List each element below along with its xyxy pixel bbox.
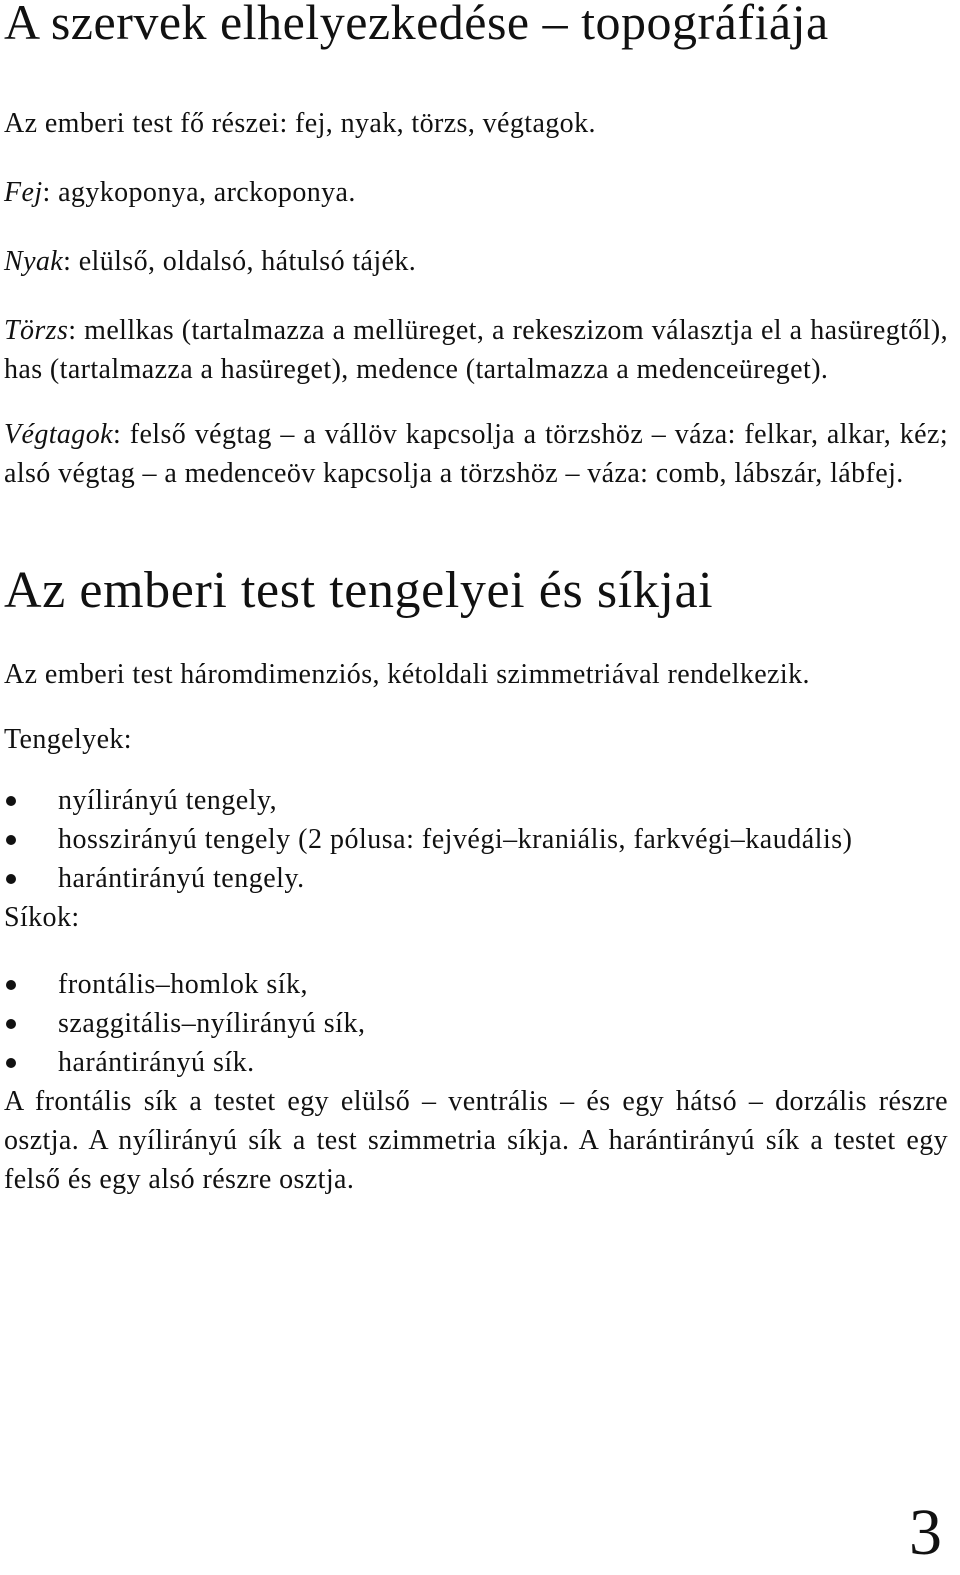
paragraph-nyak [4,242,948,281]
paragraph-sikok-leiras: A frontális sík a testet egy elülső – ventrális – és egy hátsó – dorzális részre osztja. A nyílirányú sík a test szimmetria síkja. A harántirányú sík a testet egy felső és egy alsó részre osztja. [4,1086,948,1195]
text-fej: : agykoponya, arckoponya. [42,177,356,208]
list-item [4,781,948,820]
section-title-topografia: A szervek elhelyezkedése – topográfiája [4,0,829,50]
term-nyak: Nyak [4,246,64,277]
list-sikok [4,965,948,1082]
label-sikok: Síkok: [4,902,80,933]
list-item-text: szaggitális–nyílirányú sík, [58,1008,366,1039]
term-fej: Fej [4,177,43,208]
page-number: 3 [909,1496,942,1569]
list-item [4,820,948,859]
document-page [4,0,948,1199]
list-item-text: frontális–homlok sík, [58,969,309,1000]
bullet-icon [6,835,16,845]
label-tengelyek: Tengelyek: [4,724,132,755]
text-vegtagok: : felső végtag – a vállöv kapcsolja a törzshöz – váza: felkar, alkar, kéz; alsó végtag – a medenceöv kapcsolja a törzshöz – váza: comb, lábszár, lábfej. [4,419,948,489]
bullet-icon [6,874,16,884]
bullet-icon [6,1058,16,1068]
bullet-icon [6,980,16,990]
paragraph-szimmetria: Az emberi test háromdimenziós, kétoldali szimmetriával rendelkezik. [4,659,810,690]
bullet-icon [6,796,16,806]
paragraph-fej [4,173,948,212]
list-item [4,1043,948,1082]
text-nyak: : elülső, oldalsó, hátulsó tájék. [63,246,417,277]
term-torzs: Törzs [4,315,69,346]
section-title-tengelyek-sikok: Az emberi test tengelyei és síkjai [4,562,714,619]
list-item-text: nyílirányú tengely, [58,785,278,816]
bullet-icon [6,1019,16,1029]
paragraph-torzs [4,311,948,389]
term-vegtagok: Végtagok [4,419,113,450]
paragraph-fo-reszek: Az emberi test fő részei: fej, nyak, törzs, végtagok. [4,108,596,139]
list-item-text: harántirányú tengely. [58,863,305,894]
list-item [4,859,948,898]
list-tengelyek [4,781,948,898]
list-item [4,1004,948,1043]
list-item-text: hosszirányú tengely (2 pólusa: fejvégi–kraniális, farkvégi–kaudális) [58,824,853,855]
text-torzs: : mellkas (tartalmazza a mellüreget, a rekeszizom választja el a hasüregtől), has (tartalmazza a hasüreget), medence (tartalmazza a medenceüreget). [4,315,948,385]
paragraph-vegtagok [4,415,948,493]
list-item [4,965,948,1004]
list-item-text: harántirányú sík. [58,1047,255,1078]
